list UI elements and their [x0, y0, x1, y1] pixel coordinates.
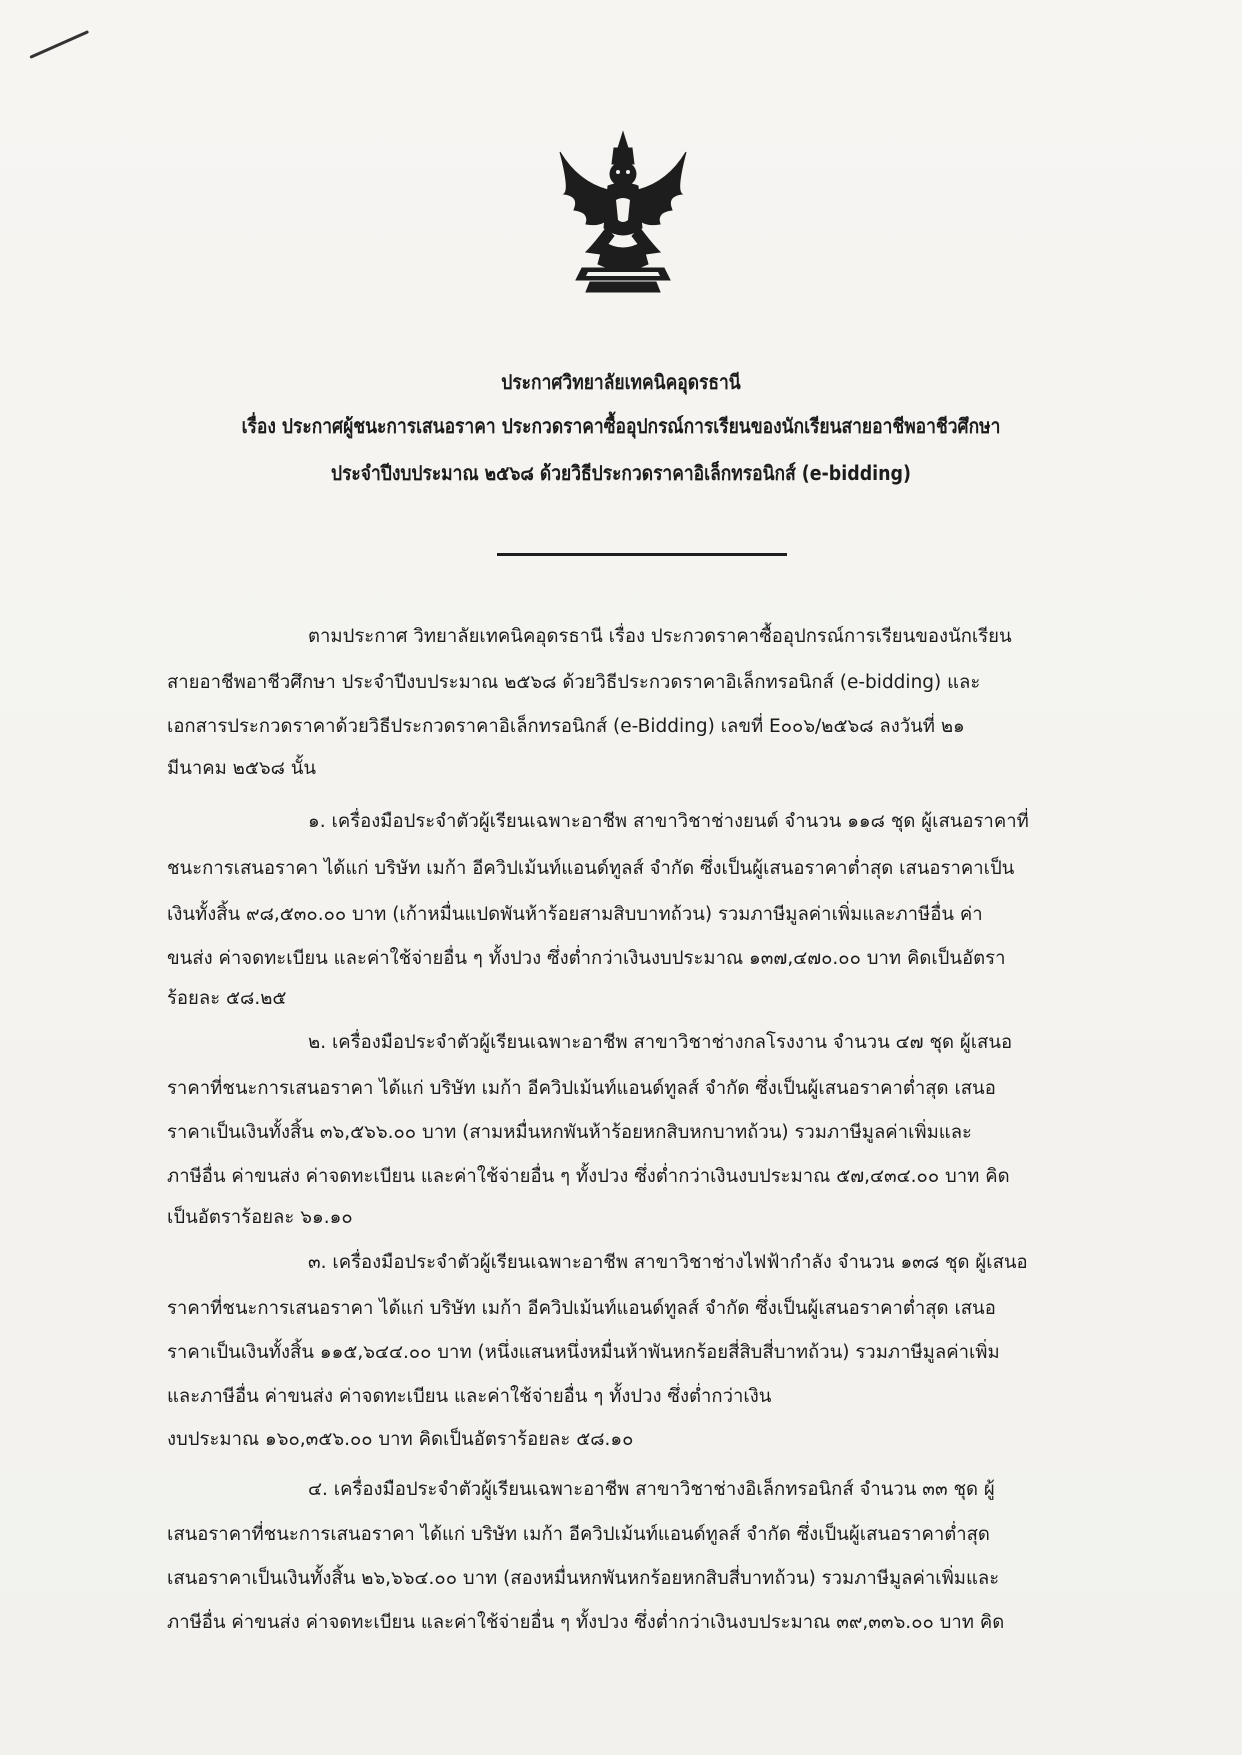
garuda-emblem-icon — [556, 130, 690, 296]
item4-line-1: ๔. เครื่องมือประจำตัวผู้เรียนเฉพาะอาชีพ สาขาวิชาช่างอิเล็กทรอนิกส์ จำนวน ๓๓ ชุด ผู้ — [308, 1479, 995, 1500]
intro-line-1: ตามประกาศ วิทยาลัยเทคนิคอุดรธานี เรื่อง ประกวดราคาซื้ออุปกรณ์การเรียนของนักเรียน — [308, 626, 1012, 647]
item3-line-3: ราคาเป็นเงินทั้งสิ้น ๑๑๕,๖๔๔.๐๐ บาท (หนึ่งแสนหนึ่งหมื่นห้าพันหกร้อยสี่สิบสี่บาทถ้วน) รวมภาษีมูลค่าเพิ่ม — [167, 1342, 1000, 1363]
item1-line-4: ขนส่ง ค่าจดทะเบียน และค่าใช้จ่ายอื่น ๆ ทั้งปวง ซึ่งต่ำกว่าเงินงบประมาณ ๑๓๗,๔๗๐.๐๐ บาท คิดเป็นอัตรา — [167, 948, 1006, 969]
item2-line-2: ราคาที่ชนะการเสนอราคา ได้แก่ บริษัท เมก้า อีควิปเม้นท์แอนด์ทูลส์ จำกัด ซึ่งเป็นผู้เสนอราคาต่ำสุด เสนอ — [167, 1078, 996, 1099]
item2-line-1: ๒. เครื่องมือประจำตัวผู้เรียนเฉพาะอาชีพ สาขาวิชาช่างกลโรงงาน จำนวน ๔๗ ชุด ผู้เสนอ — [308, 1032, 1013, 1053]
item2-line-4: ภาษีอื่น ค่าขนส่ง ค่าจดทะเบียน และค่าใช้จ่ายอื่น ๆ ทั้งปวง ซึ่งต่ำกว่าเงินงบประมาณ ๕๗,๔๓๔.๐๐ บาท คิด — [167, 1166, 1010, 1187]
pen-mark — [29, 30, 89, 59]
subject-line-2: ประจำปีงบประมาณ ๒๕๖๘ ด้วยวิธีประกวดราคาอิเล็กทรอนิกส์ (e-bidding) — [331, 461, 911, 485]
item3-line-2: ราคาที่ชนะการเสนอราคา ได้แก่ บริษัท เมก้า อีควิปเม้นท์แอนด์ทูลส์ จำกัด ซึ่งเป็นผู้เสนอราคาต่ำสุด เสนอ — [167, 1298, 996, 1319]
item1-line-3: เงินทั้งสิ้น ๙๘,๕๓๐.๐๐ บาท (เก้าหมื่นแปดพันห้าร้อยสามสิบบาทถ้วน) รวมภาษีมูลค่าเพิ่มและภาษีอื่น ค่า — [167, 904, 983, 925]
item4-line-2: เสนอราคาที่ชนะการเสนอราคา ได้แก่ บริษัท เมก้า อีควิปเม้นท์แอนด์ทูลส์ จำกัด ซึ่งเป็นผู้เสนอราคาต่ำสุด — [167, 1524, 990, 1545]
item1-line-1: ๑. เครื่องมือประจำตัวผู้เรียนเฉพาะอาชีพ สาขาวิชาช่างยนต์ จำนวน ๑๑๘ ชุด ผู้เสนอราคาที่ — [308, 811, 1029, 832]
item4-line-4: ภาษีอื่น ค่าขนส่ง ค่าจดทะเบียน และค่าใช้จ่ายอื่น ๆ ทั้งปวง ซึ่งต่ำกว่าเงินงบประมาณ ๓๙,๓๓๖.๐๐ บาท คิด — [167, 1612, 1005, 1633]
item1-line-2: ชนะการเสนอราคา ได้แก่ บริษัท เมก้า อีควิปเม้นท์แอนด์ทูลส์ จำกัด ซึ่งเป็นผู้เสนอราคาต่ำสุด เสนอราคาเป็น — [167, 858, 1015, 879]
intro-line-2: สายอาชีพอาชีวศึกษา ประจำปีงบประมาณ ๒๕๖๘ ด้วยวิธีประกวดราคาอิเล็กทรอนิกส์ (e-bidding) และ — [167, 672, 981, 693]
item4-line-3: เสนอราคาเป็นเงินทั้งสิ้น ๒๖,๖๖๔.๐๐ บาท (สองหมื่นหกพันหกร้อยหกสิบสี่บาทถ้วน) รวมภาษีมูลค่าเพิ่มและ — [167, 1568, 1000, 1589]
announcement-title: ประกาศวิทยาลัยเทคนิคอุดรธานี — [501, 370, 741, 394]
item3-line-1: ๓. เครื่องมือประจำตัวผู้เรียนเฉพาะอาชีพ สาขาวิชาช่างไฟฟ้ากำลัง จำนวน ๑๓๘ ชุด ผู้เสนอ — [308, 1252, 1028, 1273]
item1-line-5: ร้อยละ ๕๘.๒๕ — [167, 988, 287, 1009]
subject-line-1: เรื่อง ประกาศผู้ชนะการเสนอราคา ประกวดราคาซื้ออุปกรณ์การเรียนของนักเรียนสายอาชีพอาชีวศึกษา — [241, 414, 1001, 438]
intro-line-3: เอกสารประกวดราคาด้วยวิธีประกวดราคาอิเล็กทรอนิกส์ (e-Bidding) เลขที่ E๐๐๖/๒๕๖๘ ลงวันที่ ๒๑ — [167, 716, 965, 737]
heading-divider — [497, 553, 787, 556]
item3-line-4: และภาษีอื่น ค่าขนส่ง ค่าจดทะเบียน และค่าใช้จ่ายอื่น ๆ ทั้งปวง ซึ่งต่ำกว่าเงิน — [167, 1386, 772, 1407]
intro-line-4: มีนาคม ๒๕๖๘ นั้น — [167, 758, 317, 779]
item2-line-5: เป็นอัตราร้อยละ ๖๑.๑๐ — [167, 1207, 353, 1228]
item2-line-3: ราคาเป็นเงินทั้งสิ้น ๓๖,๕๖๖.๐๐ บาท (สามหมื่นหกพันห้าร้อยหกสิบหกบาทถ้วน) รวมภาษีมูลค่าเพิ่มและ — [167, 1122, 972, 1143]
item3-line-5: งบประมาณ ๑๖๐,๓๕๖.๐๐ บาท คิดเป็นอัตราร้อยละ ๕๘.๑๐ — [167, 1429, 634, 1450]
